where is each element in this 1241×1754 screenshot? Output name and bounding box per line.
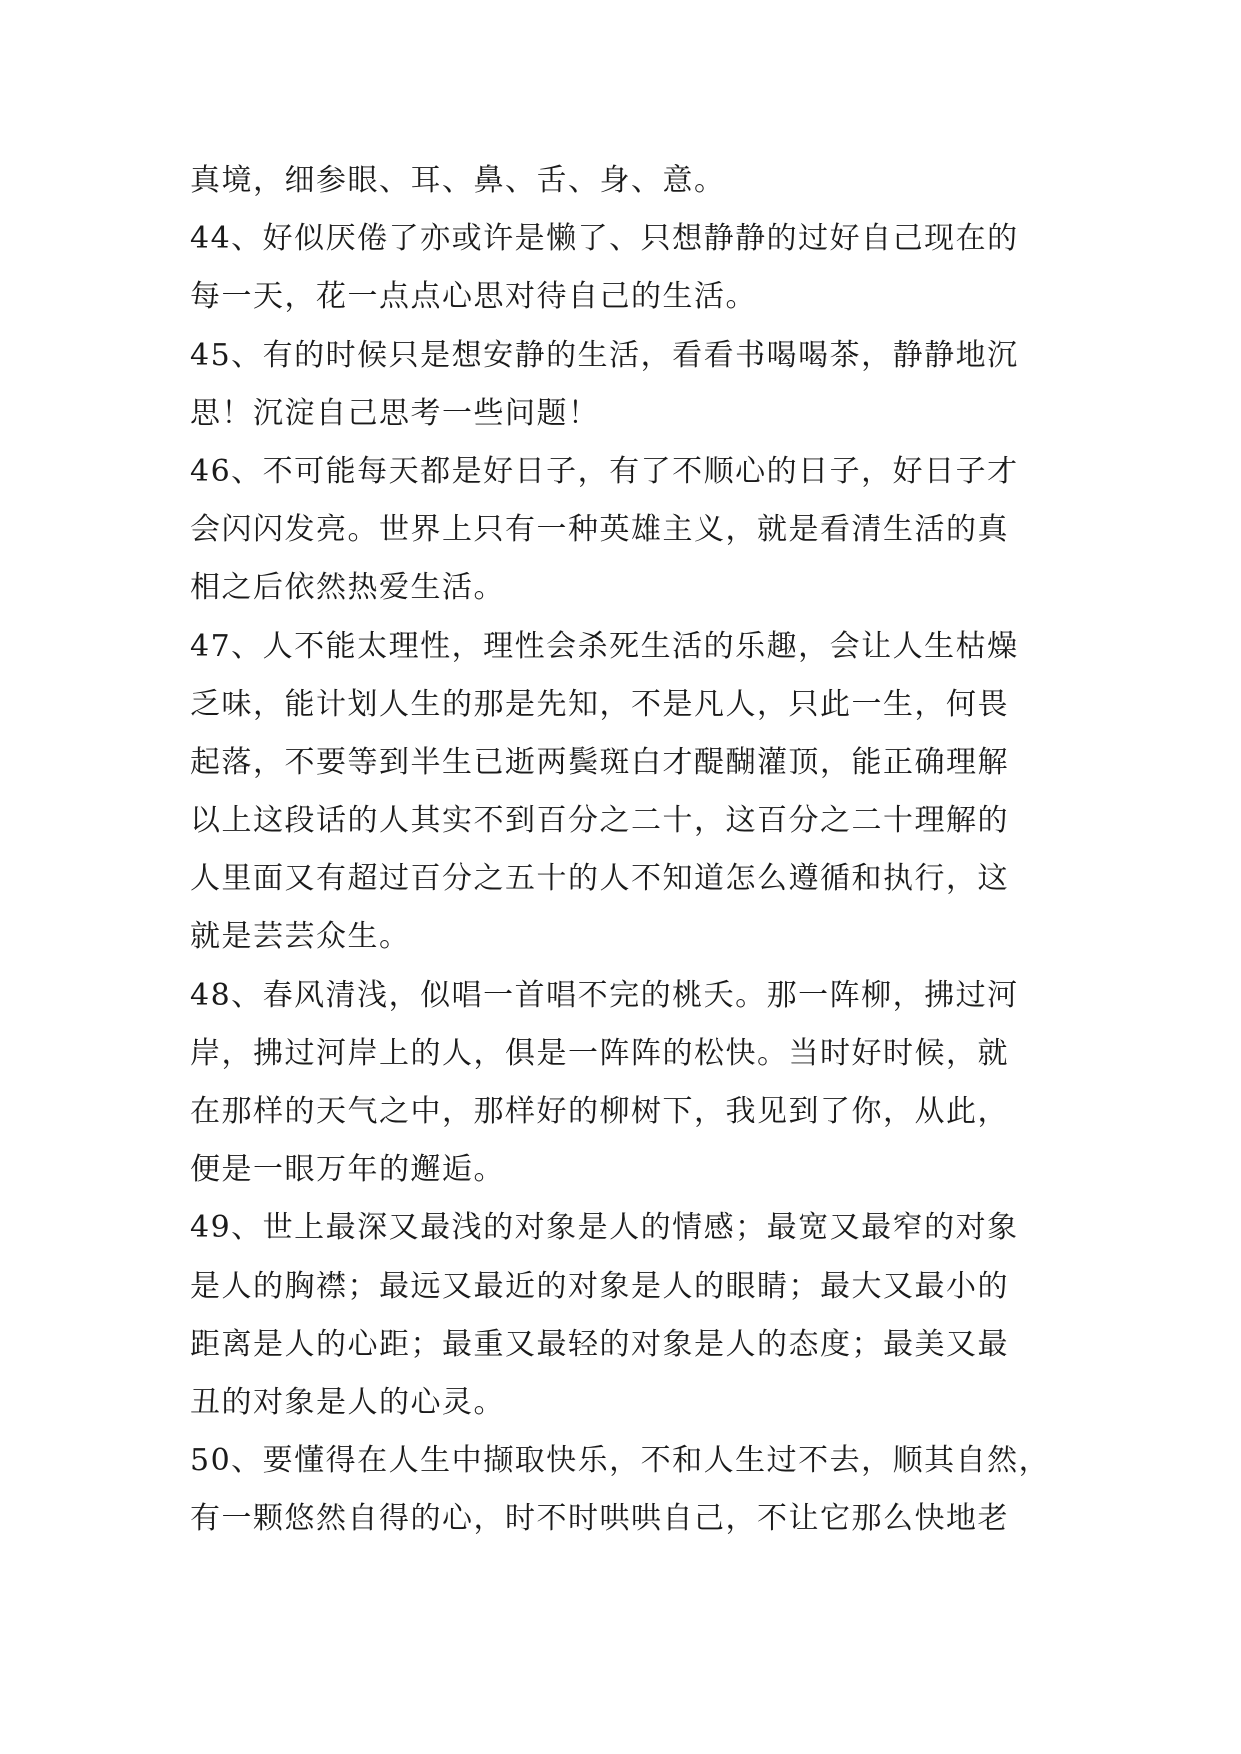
- text-line: 每一天，花一点点心思对待自己的生活。: [190, 279, 757, 315]
- text-line: 人里面又有超过百分之五十的人不知道怎么遵循和执行，这: [190, 861, 1009, 897]
- text-line: 起落，不要等到半生已逝两鬓斑白才醍醐灌顶，能正确理解: [190, 744, 1009, 780]
- document-body: [190, 152, 1070, 1549]
- text-line: 49、世上最深又最浅的对象是人的情感；最宽又最窄的对象: [190, 1210, 1019, 1246]
- text-line: 50、要懂得在人生中撷取快乐，不和人生过不去，顺其自然，: [190, 1443, 1051, 1479]
- text-line: 距离是人的心距；最重又最轻的对象是人的态度；最美又最: [190, 1326, 1009, 1362]
- text-line: 46、不可能每天都是好日子，有了不顺心的日子，好日子才: [190, 453, 1019, 489]
- text-line: 有一颗悠然自得的心，时不时哄哄自己，不让它那么快地老: [190, 1501, 1009, 1537]
- text-line: 以上这段话的人其实不到百分之二十，这百分之二十理解的: [190, 803, 1009, 839]
- text-line: 真境，细参眼、耳、鼻、舌、身、意。: [190, 163, 726, 198]
- text-line: 45、有的时候只是想安静的生活，看看书喝喝茶，静静地沉: [190, 337, 1019, 373]
- text-line: 在那样的天气之中，那样好的柳树下，我见到了你，从此，: [190, 1094, 1009, 1129]
- text-line: 44、好似厌倦了亦或许是懒了、只想静静的过好自己现在的: [190, 221, 1019, 257]
- text-line: 47、人不能太理性，理性会杀死生活的乐趣，会让人生枯燥: [190, 628, 1019, 664]
- text-line: 48、春风清浅，似唱一首唱不完的桃夭。那一阵柳，拂过河: [190, 977, 1019, 1013]
- text-line: 岸，拂过河岸上的人，俱是一阵阵的松快。当时好时候，就: [190, 1035, 1009, 1071]
- text-line: 是人的胸襟；最远又最近的对象是人的眼睛；最大又最小的: [190, 1268, 1009, 1304]
- text-line: 便是一眼万年的邂逅。: [190, 1152, 505, 1188]
- text-line: 就是芸芸众生。: [190, 919, 411, 955]
- text-line: 丑的对象是人的心灵。: [190, 1384, 505, 1420]
- text-line: 思！沉淀自己思考一些问题！: [190, 395, 600, 431]
- text-line: 相之后依然热爱生活。: [190, 570, 505, 606]
- text-line: 会闪闪发亮。世界上只有一种英雄主义，就是看清生活的真: [190, 512, 1009, 548]
- text-line: 乏味，能计划人生的那是先知，不是凡人，只此一生，何畏: [190, 686, 1009, 722]
